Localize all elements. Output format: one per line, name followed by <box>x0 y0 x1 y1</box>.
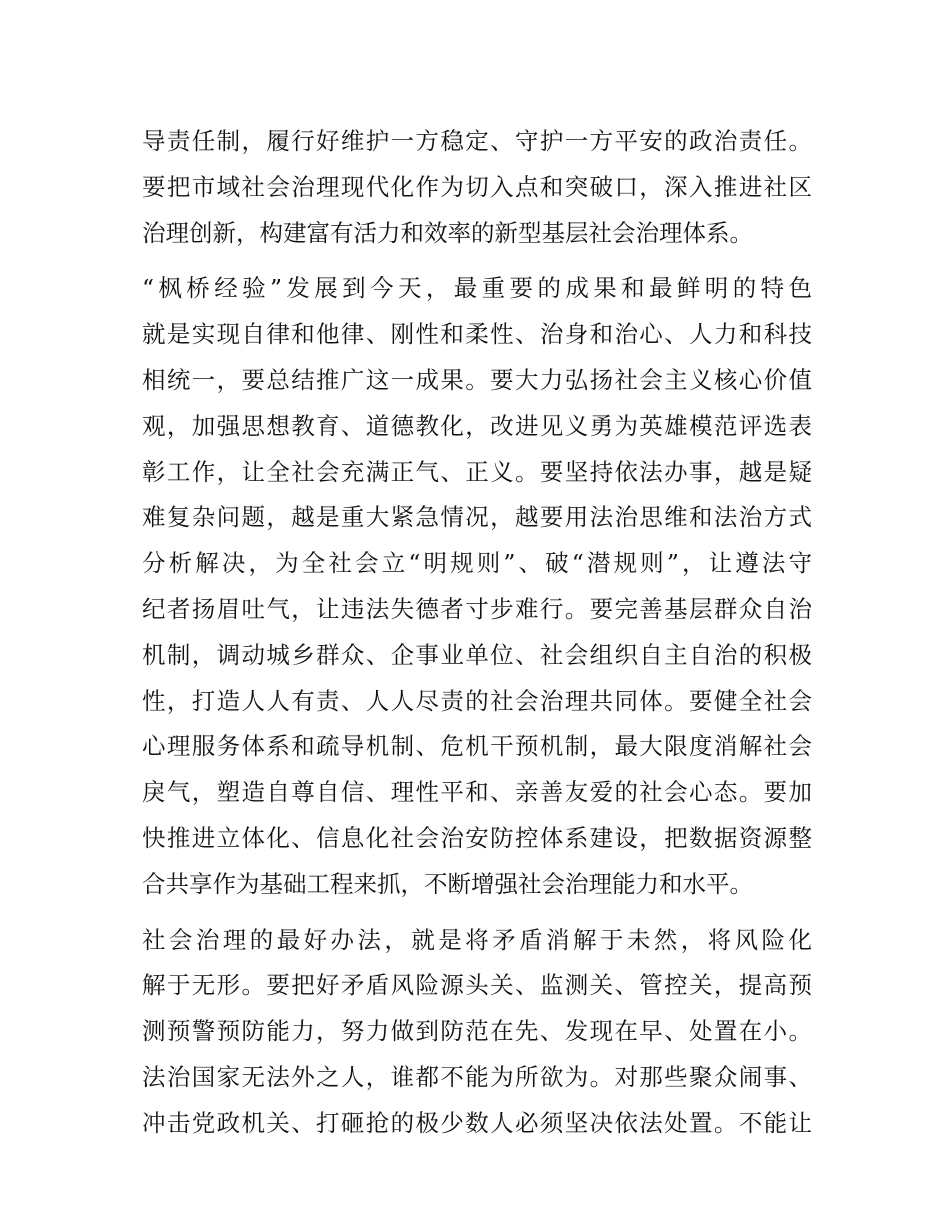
text-line: 解于无形。要把好矛盾风险源头关、监测关、管控关，提高预 <box>142 971 812 1000</box>
paragraph <box>142 119 812 256</box>
text-line: 分析解决，为全社会立“明规则”、破“潜规则”，让遵法守 <box>142 549 812 578</box>
text-line: 就是实现自律和他律、刚性和柔性、治身和治心、人力和科技 <box>142 320 812 349</box>
text-line: 合共享作为基础工程来抓，不断增强社会治理能力和水平。 <box>142 869 753 898</box>
text-line: 纪者扬眉吐气，让违法失德者寸步难行。要完善基层群众自治 <box>142 594 812 623</box>
text-line: 戾气，塑造自尊自信、理性平和、亲善友爱的社会心态。要加 <box>142 778 812 807</box>
text-line: 相统一，要总结推广这一成果。要大力弘扬社会主义核心价值 <box>142 365 812 394</box>
text-line: 彰工作，让全社会充满正气、正义。要坚持依法办事，越是疑 <box>142 457 812 486</box>
text-line: 冲击党政机关、打砸抢的极少数人必须坚决依法处置。不能让 <box>142 1108 812 1137</box>
paragraph-gap <box>142 256 812 266</box>
text-line: 机制，调动城乡群众、企事业单位、社会组织自主自治的积极 <box>142 640 812 669</box>
paragraph <box>142 918 812 1147</box>
paragraph-gap <box>142 908 812 918</box>
text-line: 观，加强思想教育、道德教化，改进见义勇为英雄模范评选表 <box>142 411 812 440</box>
text-line: 测预警预防能力，努力做到防范在先、发现在早、处置在小。 <box>142 1017 812 1046</box>
document-body <box>142 119 812 1147</box>
text-line: 难复杂问题，越是重大紧急情况，越要用法治思维和法治方式 <box>142 503 812 532</box>
paragraph <box>142 266 812 907</box>
text-line: 快推进立体化、信息化社会治安防控体系建设，把数据资源整 <box>142 823 812 852</box>
text-line: 导责任制，履行好维护一方稳定、守护一方平安的政治责任。 <box>142 127 812 155</box>
text-line: 心理服务体系和疏导机制、危机干预机制，最大限度消解社会 <box>142 732 812 761</box>
text-line: 性，打造人人有责、人人尽责的社会治理共同体。要健全社会 <box>142 686 812 715</box>
text-line: 社会治理的最好办法，就是将矛盾消解于未然，将风险化 <box>142 925 812 954</box>
text-line: 治理创新，构建富有活力和效率的新型基层社会治理体系。 <box>142 218 753 247</box>
text-line: “枫桥经验”发展到今天，最重要的成果和最鲜明的特色 <box>142 274 812 303</box>
text-line: 要把市域社会治理现代化作为切入点和突破口，深入推进社区 <box>142 172 812 201</box>
text-line: 法治国家无法外之人，谁都不能为所欲为。对那些聚众闹事、 <box>142 1062 812 1091</box>
